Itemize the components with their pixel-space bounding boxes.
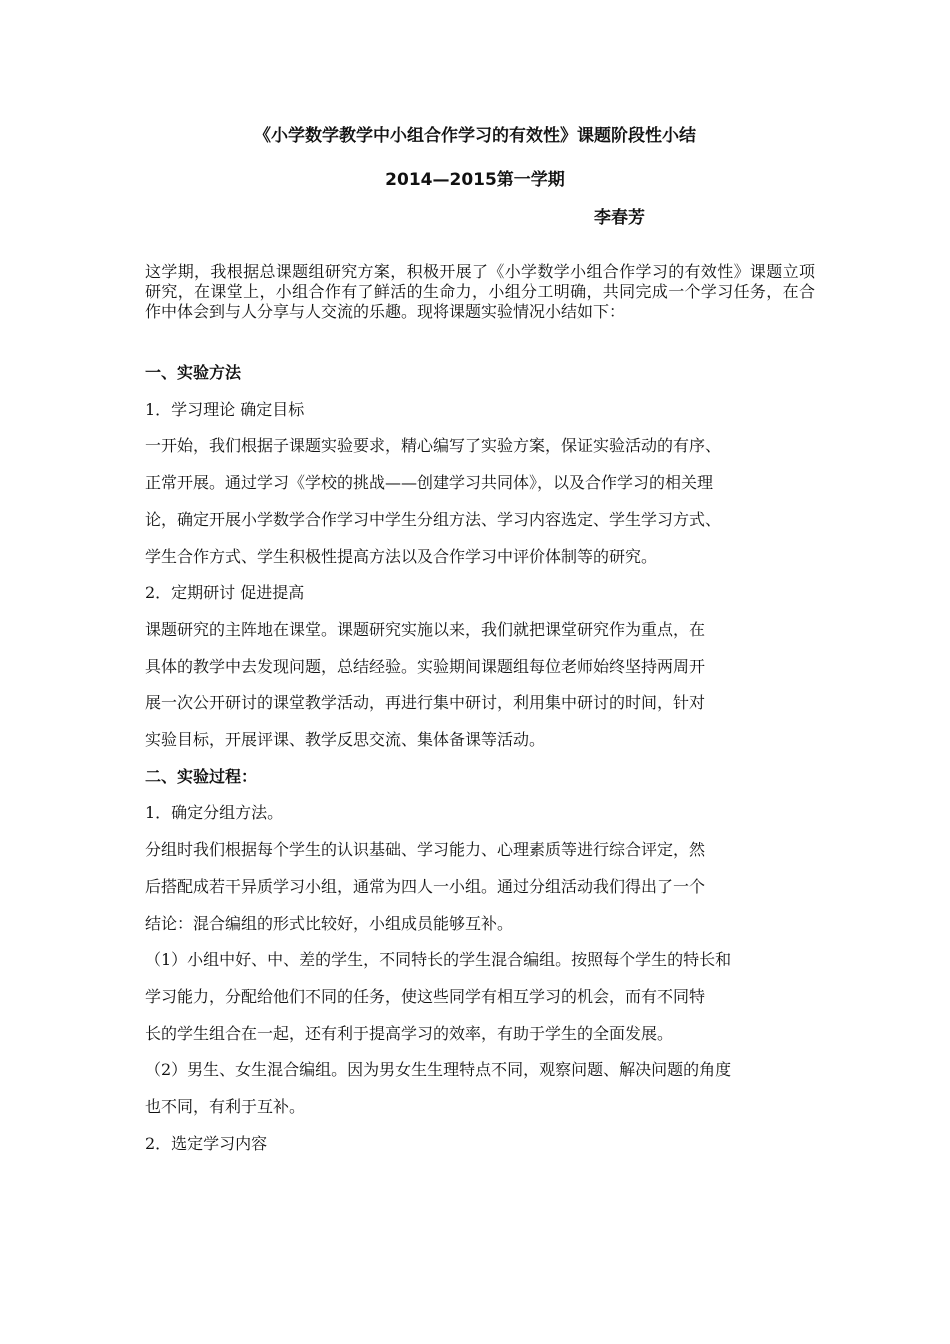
text-line: 具体的教学中去发现问题，总结经验。实验期间课题组每位老师始终坚持两周开 (145, 656, 706, 676)
text-line: 分组时我们根据每个学生的认识基础、学习能力、心理素质等进行综合评定，然 (145, 840, 706, 860)
text-line: 课题研究的主阵地在课堂。课题研究实施以来，我们就把课堂研究作为重点，在 (145, 619, 706, 639)
intro-paragraph: 这学期，我根据总课题组研究方案，积极开展了《小学数学小组合作学习的有效性》课题立项研究，在课堂上，小组合作有了鲜活的生命力，小组分工明确，共同完成一个学习任务，在合作中体会到与人分享与人交流的乐趣。现将课题实验情况小结如下： (145, 262, 815, 321)
document-subtitle: 2014—2015第一学期 (385, 170, 565, 190)
text-line: 一开始，我们根据子课题实验要求，精心编写了实验方案，保证实验活动的有序、 (145, 436, 722, 456)
text-line: 正常开展。通过学习《学校的挑战——创建学习共同体》，以及合作学习的相关理 (145, 473, 714, 493)
document-author: 李春芳 (594, 208, 645, 228)
text-line: 学习能力，分配给他们不同的任务，使这些同学有相互学习的机会，而有不同特 (145, 986, 706, 1006)
document-title: 《小学数学教学中小组合作学习的有效性》课题阶段性小结 (254, 126, 696, 146)
text-line: 实验目标，开展评课、教学反思交流、集体备课等活动。 (145, 730, 546, 750)
text-line: （1）小组中好、中、差的学生，不同特长的学生混合编组。按照每个学生的特长和 (145, 950, 732, 970)
text-line: 1．确定分组方法。 (145, 803, 284, 823)
section-heading: 二、实验过程： (145, 766, 258, 786)
text-line: 结论：混合编组的形式比较好，小组成员能够互补。 (145, 913, 514, 933)
text-line: 论，确定开展小学数学合作学习中学生分组方法、学习内容选定、学生学习方式、 (145, 509, 722, 529)
text-line: 展一次公开研讨的课堂教学活动，再进行集中研讨，利用集中研讨的时间，针对 (145, 693, 706, 713)
text-line: 2．定期研讨 促进提高 (145, 583, 305, 603)
text-line: 2．选定学习内容 (145, 1133, 268, 1153)
section-heading: 一、实验方法 (145, 363, 242, 382)
text-line: 后搭配成若干异质学习小组，通常为四人一小组。通过分组活动我们得出了一个 (145, 876, 706, 896)
text-line: 也不同，有利于互补。 (145, 1097, 306, 1117)
text-line: 长的学生组合在一起，还有利于提高学习的效率，有助于学生的全面发展。 (145, 1023, 674, 1043)
document-body (145, 355, 810, 1162)
text-line: 学生合作方式、学生积极性提高方法以及合作学习中评价体制等的研究。 (145, 546, 658, 566)
text-line: （2）男生、女生混合编组。因为男女生生理特点不同，观察问题、解决问题的角度 (145, 1060, 732, 1080)
text-line: 1．学习理论 确定目标 (145, 399, 305, 419)
